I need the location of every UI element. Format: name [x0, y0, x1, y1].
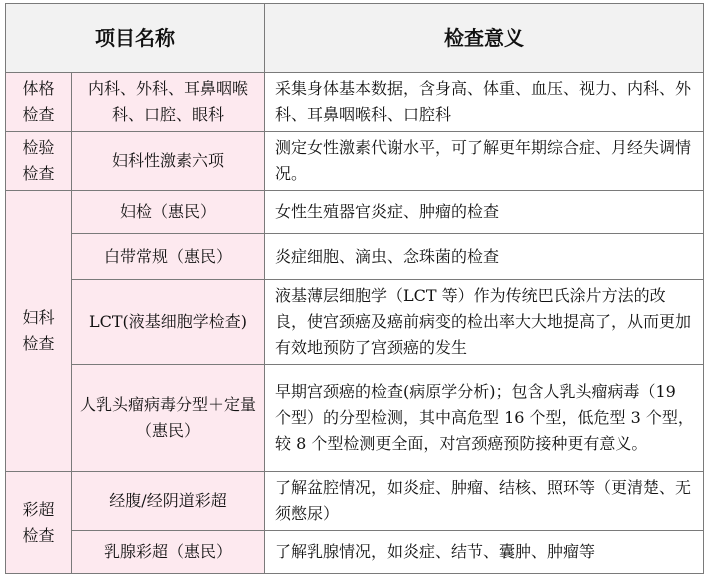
- item-cell: LCT(液基细胞学检查): [72, 280, 265, 365]
- exam-items-table: [5, 3, 704, 574]
- table-row: [6, 234, 704, 280]
- meaning-cell: 炎症细胞、滴虫、念珠菌的检查: [265, 234, 704, 280]
- item-cell: 经腹/经阴道彩超: [72, 472, 265, 531]
- table-row: [6, 472, 704, 531]
- category-cell: [6, 73, 72, 132]
- category-label: 体格检查: [22, 79, 55, 124]
- item-cell: 人乳头瘤病毒分型＋定量（惠民）: [72, 365, 265, 472]
- meaning-cell: 测定女性激素代谢水平，可了解更年期综合症、月经失调情况。: [265, 132, 704, 191]
- table-row: [6, 280, 704, 365]
- category-cell: [6, 191, 72, 472]
- item-cell: 内科、外科、耳鼻咽喉科、口腔、眼科: [72, 73, 265, 132]
- meaning-cell: 液基薄层细胞学（LCT 等）作为传统巴氏涂片方法的改良，使宫颈癌及癌前病变的检出率大大地提高了，从而更加有效地预防了宫颈癌的发生: [265, 280, 704, 365]
- table-row: [6, 365, 704, 472]
- category-label: 彩超检查: [22, 499, 55, 545]
- item-cell: 白带常规（惠民）: [72, 234, 265, 280]
- category-cell: [6, 472, 72, 574]
- header-meaning: 检查意义: [265, 4, 704, 73]
- category-cell: [6, 132, 72, 191]
- header-row: [6, 4, 704, 73]
- table-row: [6, 132, 704, 191]
- meaning-cell: 采集身体基本数据，含身高、体重、血压、视力、内科、外科、耳鼻咽喉科、口腔科: [265, 73, 704, 132]
- item-cell: 乳腺彩超（惠民）: [72, 531, 265, 574]
- table-row: [6, 191, 704, 234]
- item-cell: 妇科性激素六项: [72, 132, 265, 191]
- meaning-cell: 了解盆腔情况，如炎症、肿瘤、结核、照环等（更清楚、无须憋尿）: [265, 472, 704, 531]
- header-item-name: 项目名称: [6, 4, 265, 73]
- meaning-cell: 早期宫颈癌的检查(病原学分析)；包含人乳头瘤病毒（19 个型）的分型检测，其中高危型 16 个型，低危型 3 个型，较 8 个型检测更全面，对宫颈癌预防接种更有意义。: [265, 365, 704, 472]
- category-label: 检验检查: [22, 138, 55, 183]
- meaning-cell: 了解乳腺情况，如炎症、结节、囊肿、肿瘤等: [265, 531, 704, 574]
- category-label: 妇科检查: [22, 308, 55, 353]
- table-row: [6, 531, 704, 574]
- table-row: [6, 73, 704, 132]
- item-cell: 妇检（惠民）: [72, 191, 265, 234]
- meaning-cell: 女性生殖器官炎症、肿瘤的检查: [265, 191, 704, 234]
